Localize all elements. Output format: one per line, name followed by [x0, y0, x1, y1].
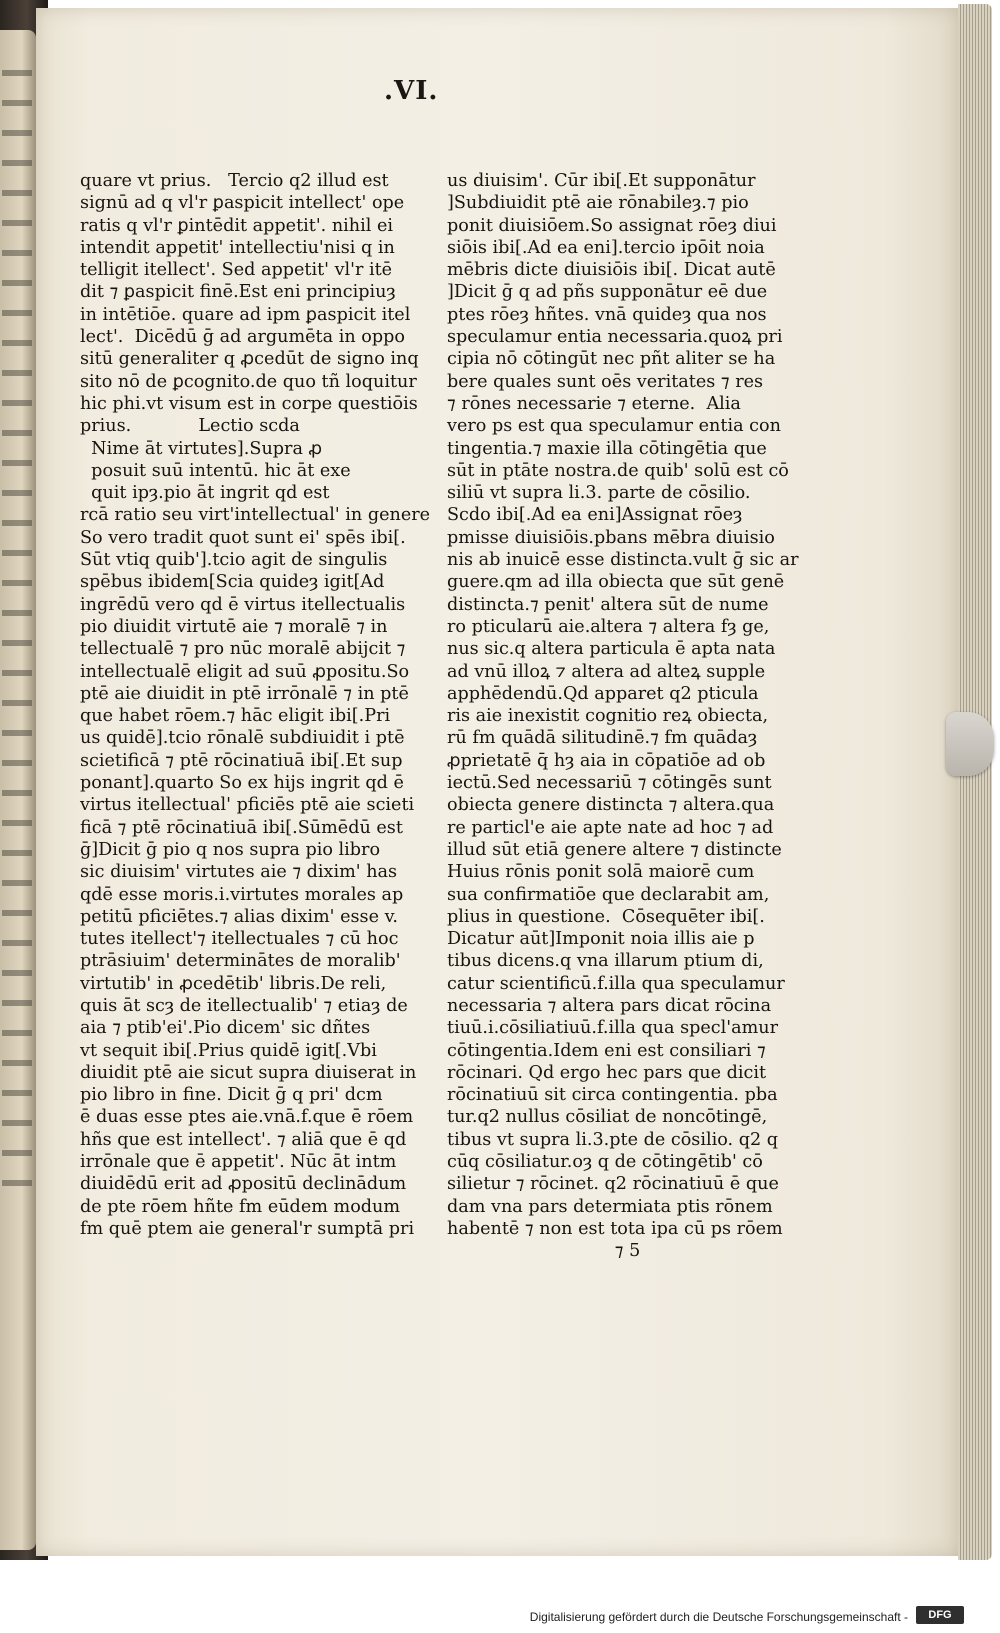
footer-bar — [0, 1578, 1000, 1633]
text-line: pio libro in fine. Dicit ḡ q pri' dcm — [80, 1085, 383, 1106]
text-line: signū ad q vl'r ꝑaspicit intellect' ope — [80, 193, 405, 214]
text-line: quare vt prius. Tercio q2 illud est — [80, 171, 389, 191]
text-line: sito nō de ꝑcognito.de quo tñ loquitur — [80, 371, 417, 392]
text-line: hñs que est intellect'. ⁊ aliā que ē qd — [80, 1129, 407, 1150]
text-line: dit ⁊ ꝑaspicit finē.Est eni principiuȝ — [80, 282, 396, 303]
text-line: de pte rōem hñte fm eūdem modum — [80, 1196, 401, 1217]
text-line: telligit itellect'. Sed appetit' vl'r itē — [80, 260, 393, 281]
text-line: ]Subdiuidit ptē aie rōnabileȝ.⁊ pio — [447, 193, 749, 214]
text-line: rōcinari. Qd ergo hec pars que dicit — [447, 1062, 767, 1083]
text-line: So vero tradit quot sunt ei' spēs ibi[. — [80, 527, 406, 548]
text-line: que habet rōem.⁊ hāc eligit ibi[.Pri — [80, 706, 391, 727]
text-line: distincta.⁊ penit' altera sūt de nume — [447, 594, 769, 615]
text-line: ro pticularū aie.altera ⁊ altera fȝ ge, — [447, 616, 770, 637]
text-line: rōcinatiuū sit circa contingentia. pba — [447, 1085, 778, 1106]
text-line: ptē aie diuidit in ptē irrōnalē ⁊ in ptē — [80, 683, 409, 704]
text-line: Sūt vtiq quib'].tcio agit de singulis — [80, 550, 388, 571]
folio-number: .VI. — [384, 76, 439, 106]
text-line: hic phi.vt visum est in corpe questiōis — [80, 393, 418, 414]
text-line: iectū.Sed necessariū ⁊ cōtingēs sunt — [447, 773, 772, 794]
text-line: catur scientificū.f.illa qua speculamur — [447, 973, 785, 994]
text-line: tibus vt supra li.3.pte de cōsilio. q2 q — [447, 1129, 778, 1150]
text-line: speculamur entia necessaria.quoꝝ pri — [447, 327, 783, 348]
text-line: in intētiōe. quare ad ipm ꝑaspicit itel — [80, 304, 411, 325]
text-line: tibus dicens.q vna illarum ptium di, — [447, 951, 764, 972]
text-line: vt sequit ibi[.Prius quidē igit[.Vbi — [80, 1040, 377, 1061]
text-line: posuit suū intentū. hic āt exe — [80, 460, 351, 481]
dfg-logo: DFG — [916, 1606, 964, 1624]
text-line: cūq cōsiliatur.oȝ q de cōtingētib' cō — [447, 1152, 763, 1173]
text-line: Dicatur aūt]Imponit noia illis aie p — [447, 929, 755, 950]
text-line: habentē ⁊ non est tota ipa cū ps rōem — [447, 1218, 783, 1239]
text-line: virtutib' in ꝓcedētib' libris.De reli, — [80, 973, 387, 994]
text-line: apphēdendū.Qd apparet q2 pticula — [447, 683, 759, 704]
text-line: us diuisim'. Cūr ibi[.Et supponātur — [447, 171, 756, 191]
text-line: sūt in ptāte nostra.de quib' solū est cō — [447, 460, 789, 481]
text-line: rcā ratio seu virt'intellectual' in genere — [80, 505, 431, 526]
text-line: qdē esse moris.i.virtutes morales ap — [80, 884, 404, 905]
page-edges — [958, 4, 992, 1560]
text-line: ptrāsiuim' determinātes de moralib' — [80, 951, 401, 972]
text-line: petitū pficiētes.⁊ alias dixim' esse v. — [80, 906, 399, 927]
text-line: obiecta genere distincta ⁊ altera.qua — [447, 795, 775, 816]
text-line: ꝓprietatē q̄ hȝ aia in cōpatiōe ad ob — [447, 750, 766, 771]
text-line: illud sūt etiā genere altere ⁊ distincte — [447, 839, 782, 860]
text-line: diuidēdū erit ad ꝓpositū declinādum — [80, 1174, 407, 1195]
text-line: ris aie inexistit cognitio reꝝ obiecta, — [447, 706, 769, 727]
text-line: guere.qm ad illa obiecta que sūt genē — [447, 572, 785, 593]
text-line: aia ⁊ ptib'ei'.Pio dicem' sic dñtes — [80, 1018, 371, 1039]
text-line: mēbris dicte diuisiōis ibi[. Dicat autē — [447, 260, 776, 281]
text-line: ptes rōeȝ hñtes. vnā quideȝ qua nos — [447, 304, 767, 325]
text-line: pio diuidit virtutē aie ⁊ moralē ⁊ in — [80, 616, 388, 637]
text-line: quis āt scȝ de itellectualib' ⁊ etiaȝ de — [80, 995, 408, 1016]
text-line: bere quales sunt oēs veritates ⁊ res — [447, 371, 764, 392]
text-line: tingentia.⁊ maxie illa cōtingētia que — [447, 438, 767, 459]
text-line: nus sic.q altera particula ē apta nata — [447, 639, 776, 660]
text-line: siliū vt supra li.3. parte de cōsilio. — [447, 483, 751, 504]
text-line: irrōnale que ē appetit'. Nūc āt intm — [80, 1152, 397, 1173]
text-line: tiuū.i.cōsiliatiuū.f.illa qua specl'amur — [447, 1018, 779, 1039]
text-line: Huius rōnis ponit solā maiorē cum — [447, 862, 755, 883]
text-line: prius. Lectio scda — [80, 416, 300, 437]
text-line: ⁊ rōnes necessarie ⁊ eterne. Alia — [447, 393, 741, 414]
text-line: ponit diuisiōem.So assignat rōeȝ diui — [447, 215, 777, 236]
text-line: tutes itellect'⁊ itellectuales ⁊ cū hoc — [80, 929, 399, 950]
text-line: virtus itellectual' pficiēs ptē aie scieti — [80, 795, 415, 816]
text-line: fm quē ptem aie general'r sumptā pri — [80, 1218, 415, 1239]
text-line: Nime āt virtutes].Supra ꝓ — [80, 438, 323, 459]
text-line: re particl'e aie apte nate ad hoc ⁊ ad — [447, 817, 774, 838]
text-line: sua confirmatiōe que declarabit am, — [447, 884, 770, 905]
text-line: silietur ⁊ rōcinet. q2 rōcinatiuū ē que — [447, 1174, 779, 1195]
text-line: ē duas esse ptes aie.vnā.f.que ē rōem — [80, 1107, 414, 1128]
text-line: scietificā ⁊ ptē rōcinatiuā ibi[.Et sup — [80, 750, 403, 771]
text-line: sic diuisim' virtutes aie ⁊ dixim' has — [80, 862, 398, 883]
text-line: plius in questione. Cōsequēter ibi[. — [447, 906, 765, 927]
text-line: ⁊ 5 — [447, 1241, 641, 1262]
text-line: lect'. Dicēdū ḡ ad argumēta in oppo — [80, 327, 405, 348]
text-line: nis ab inuicē esse distincta.vult ḡ sic ar — [447, 550, 799, 571]
right-text-column — [447, 170, 799, 1263]
text-line: tellectualē ⁊ pro nūc moralē abijcit ⁊ — [80, 639, 406, 660]
text-line: spēbus ibidem[Scia quideȝ igit[Ad — [80, 572, 385, 593]
text-line: quit ipȝ.pio āt ingrit qd est — [80, 483, 330, 504]
text-line: cōtingentia.Idem eni est consiliari ⁊ — [447, 1040, 766, 1061]
text-line: ponant].quarto So ex hijs ingrit qd ē — [80, 773, 404, 794]
funding-notice: Digitalisierung gefördert durch die Deutsche Forschungsgemeinschaft - — [529, 1610, 908, 1624]
text-line: dam vna pars determiata ptis rōnem — [447, 1196, 773, 1217]
text-line: siōis ibi[.Ad ea eni].tercio ipōit noia — [447, 237, 765, 258]
text-line: ficā ⁊ ptē rōcinatiuā ibi[.Sūmēdū est — [80, 817, 403, 838]
text-line: sitū generaliter q ꝓcedūt de signo inq — [80, 349, 419, 370]
text-line: ad vnū illoꝝ ⁊ altera ad alteꝝ supple — [447, 661, 766, 682]
text-line: intendit appetit' intellectiu'nisi q in — [80, 237, 395, 258]
text-line: Scdo ibi[.Ad ea eni]Assignat rōeȝ — [447, 505, 743, 526]
left-text-column — [80, 170, 431, 1240]
text-line: ]Dicit ḡ q ad pñs supponātur eē due — [447, 282, 768, 303]
facing-page-edge — [0, 30, 36, 1550]
text-line: diuidit ptē aie sicut supra diuiserat in — [80, 1062, 417, 1083]
text-line: us quidē].tcio rōnalē subdiuidit i ptē — [80, 728, 405, 749]
page-clip — [946, 712, 994, 776]
text-line: ḡ]Dicit ḡ pio q nos supra pio libro — [80, 839, 381, 860]
text-line: pmisse diuisiōis.pbans mēbra diuisio — [447, 527, 775, 548]
text-line: tur.q2 nullus cōsiliat de noncōtingē, — [447, 1107, 768, 1128]
text-line: necessaria ⁊ altera pars dicat rōcina — [447, 995, 772, 1016]
text-line: ratis q vl'r ꝑintēdit appetit'. nihil ei — [80, 215, 394, 236]
text-line: ingrēdū vero qd ē virtus itellectualis — [80, 594, 406, 615]
text-line: vero ps est qua speculamur entia con — [447, 416, 781, 437]
text-line: rū fm quādā silitudinē.⁊ fm quādaȝ — [447, 728, 758, 749]
text-line: intellectualē eligit ad suū ꝓpositu.So — [80, 661, 410, 682]
text-line: cipia nō cōtingūt nec pñt aliter se ha — [447, 349, 776, 370]
